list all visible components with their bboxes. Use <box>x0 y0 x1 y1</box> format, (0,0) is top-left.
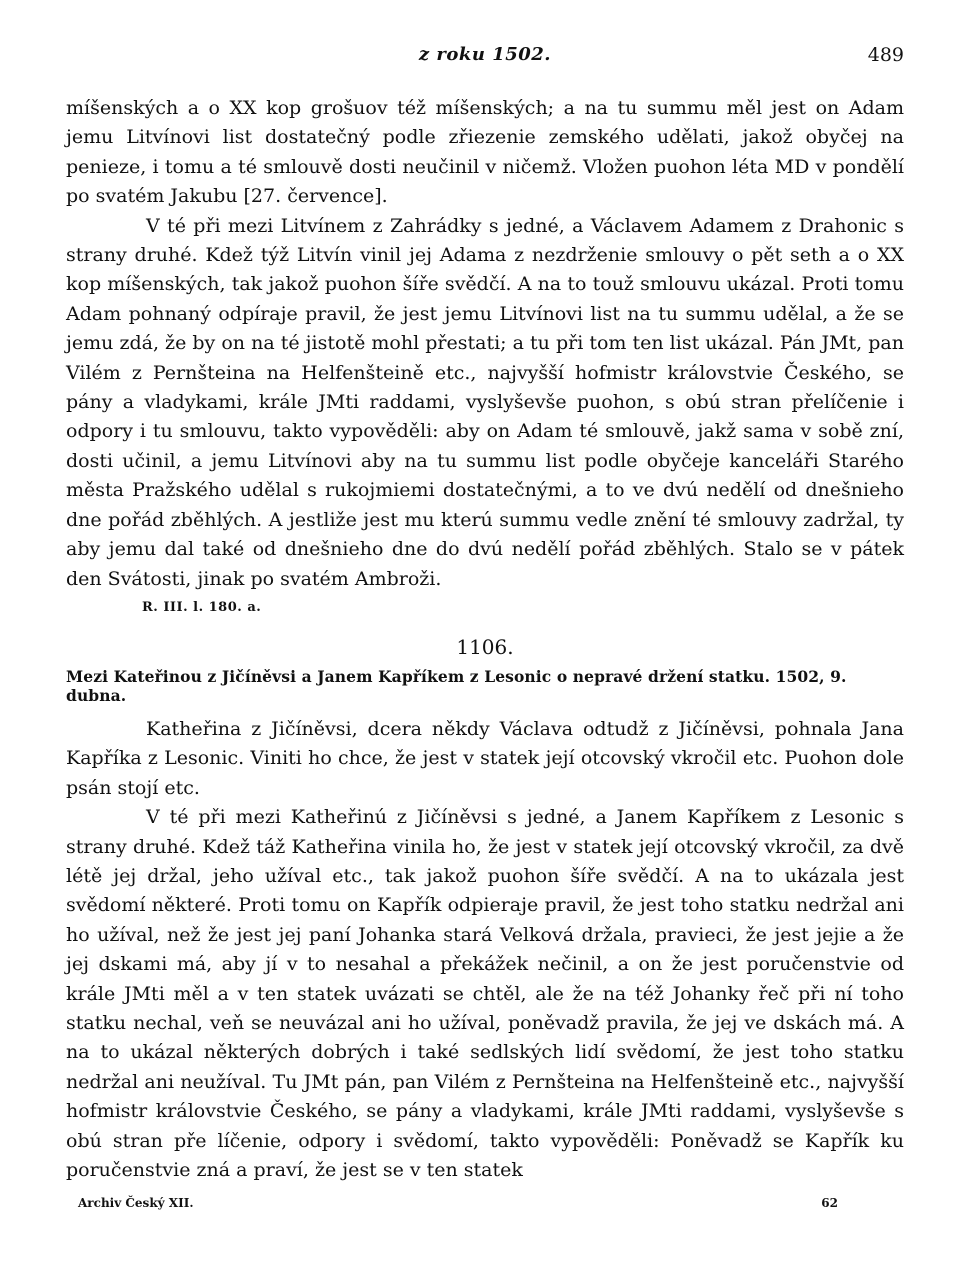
continuation-paragraph: míšenských a o XX kop grošuov též míšenských; a na tu summu měl jest on Adam jemu Litvínovi list dostatečný podle zřiezenie zemského udělati, jakož obyčej na penieze, i tomu a té smlouvě dosti neučinil v ničemž. Vložen puohon léta MD v pondělí po svatém Jakubu [27. července]. <box>66 97 904 208</box>
page-footer <box>78 1196 838 1216</box>
signature-mark: Archiv Český XII. <box>78 1196 194 1210</box>
source-reference: R. III. l. 180. a. <box>142 599 262 615</box>
entry-summons-paragraph: Katheřina z Jičíněvsi, dcera někdy Václava odtudž z Jičíněvsi, pohnala Jana Kapříka z Lesonic. Viniti ho chce, že jest v statek její otcovský vkročil etc. Puohon dole psán stojí etc. <box>66 717 904 799</box>
body-text <box>66 94 904 1185</box>
sheet-number: 62 <box>821 1196 838 1210</box>
verdict-paragraph: V té při mezi Litvínem z Zahrádky s jedné, a Václavem Adamem z Drahonic s strany druhé. Kdež týž Litvín vinil jej Adama z nezdrženie smlouvy o pět seth a o XX kop míšenských, tak jakož puohon šíře svědčí. A na to touž smlouvu ukázal. Proti tomu Adam pohnaný odpíraje pravil, že jest jemu Litvínovi list na tu summu udělal, a že se jemu zdá, že by on na té jistotě mohl přestati; a tu při tom ten list ukázal. Pán JMt, pan Vilém z Pernšteina na Helfenšteině etc., najvyšší hofmistr královstvie Českého, se pány a vladykami, krále JMti raddami, vyslyševše puohon, s obú stran přelíčenie i odpory i tu smlouvu, takto vypověděli: aby on Adam té smlouvě, jakž sama v sobě zní, dosti učinil, a jemu Litvínovi aby na tu summu list podle obyčeje kanceláři Starého města Pražského udělal s rukojmiemi dostatečnými, a to ve dvú nedělí od dnešnieho dne pořád zběhlých. A jestliže jest mu kterú summu vedle znění té smlouvy zadržal, ty aby jemu dal také od dnešnieho dne do dvú nedělí pořád zběhlých. Stalo se v pátek den Svátosti, jinak po svatém Ambroži. <box>66 214 904 590</box>
page-number: 489 <box>867 44 904 66</box>
entry-heading: Mezi Kateřinou z Jičíněvsi a Janem Kapříkem z Lesonic o nepravé držení statku. 1502, 9. dubna. <box>66 666 847 705</box>
entry-verdict-paragraph: V té při mezi Katheřinú z Jičíněvsi s jedné, a Janem Kapříkem z Lesonic s strany druhé. Kdež táž Katheřina vinila ho, že jest v statek její otcovský vkročil, za dvě létě jej držal, jeho užíval etc., tak jakož puohon šíře svědčí. A na to ukázala jest svědomí některé. Proti tomu on Kapřík odpieraje pravil, že jest toho statku nedržal ani ho užíval, než že jest jej paní Johanka stará Velková držala, pravieci, že jest jejie a že jej dskami má, aby jí v to nesahal a překážek nečinil, a on že jest poručenstvie od krále JMti měl a v ten statek uvázati se chtěl, ale že na též Johanky řeč při ní toho statku nechal, veň se neuvázal ani ho užíval, poněvadž pravila, že jej ve dskách má. A na to ukázal některých dobrých i také sedlských lidí svědomí, že jest toho statku nedržal ani neužíval. Tu JMt pán, pan Vilém z Pernšteina na Helfenšteině etc., najvyšší hofmistr královstvie Českého, se pány a vladykami, krále JMti raddami, vyslyševše s obú stran pře líčenie, odpory i svědomí, takto vypověděli: Poněvadž se Kapřík ku poručenstvie zná a praví, že jest se v ten statek <box>66 806 904 1181</box>
page-header <box>66 44 904 72</box>
entry-number: 1106. <box>456 634 514 659</box>
running-title: z roku 1502. <box>418 44 552 65</box>
